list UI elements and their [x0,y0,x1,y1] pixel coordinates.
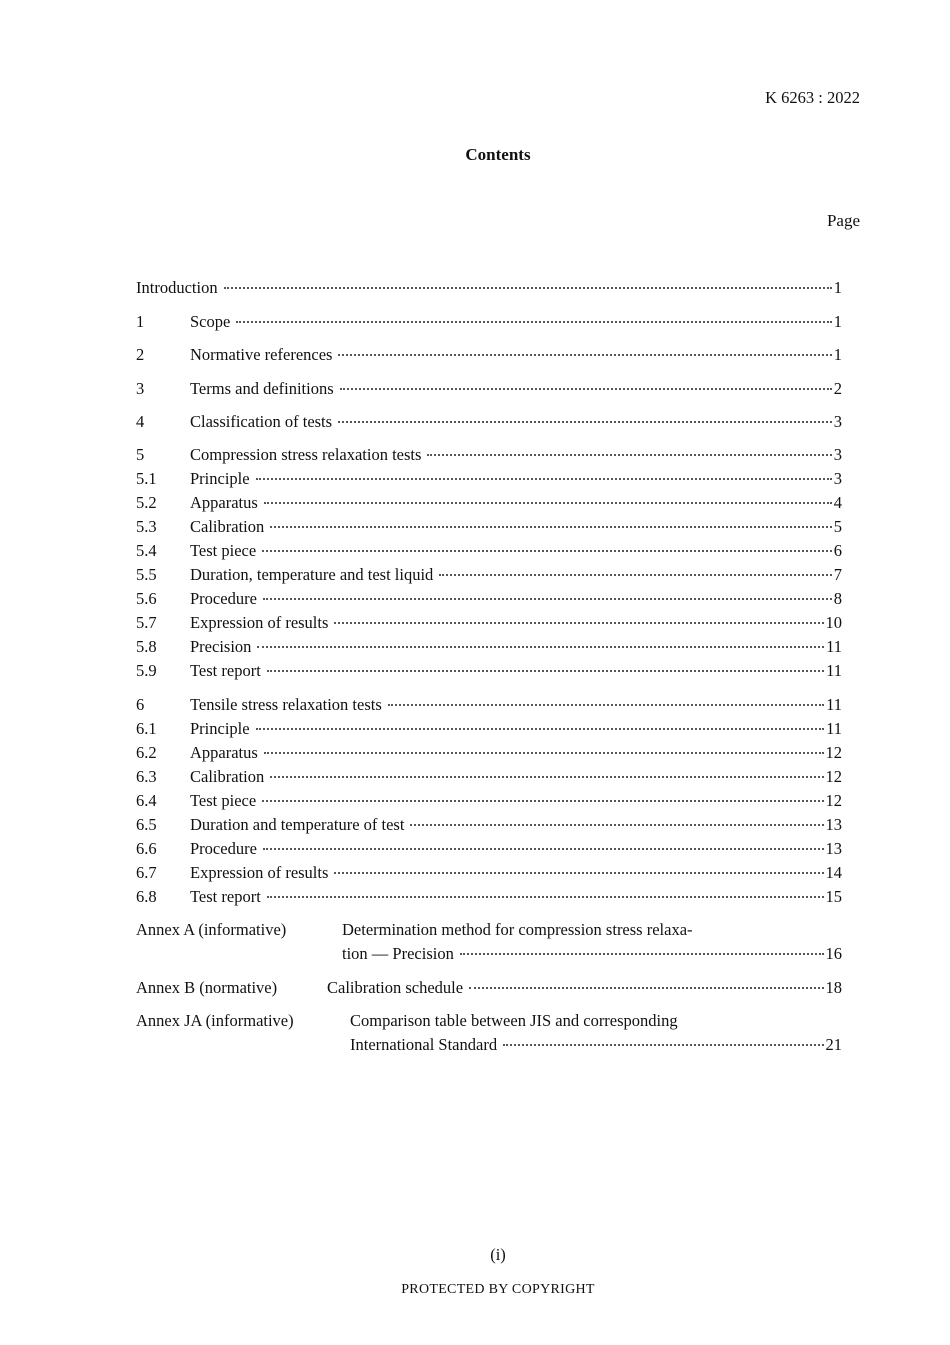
toc-entry[interactable] [136,766,842,788]
leader-dots [388,704,824,706]
toc-entry[interactable] [136,814,842,836]
toc-entry-title: Test report [190,887,261,906]
leader-dots [267,670,824,672]
toc-entry[interactable] [136,444,842,466]
leader-dots [338,354,831,356]
toc-entry-title: Compression stress relaxation tests [190,445,422,464]
toc-entry-title: Calibration [190,767,265,786]
copyright-notice: PROTECTED BY COPYRIGHT [401,1282,595,1297]
toc-entry-title: Apparatus [190,493,258,512]
leader-dots [460,953,824,955]
toc-entry-page: 14 [825,863,842,882]
leader-dots [270,526,832,528]
leader-dots [256,728,825,730]
toc-entry[interactable] [136,411,842,433]
toc-entry-page: 3 [833,412,842,431]
toc-entry-title: Duration and temperature of test [190,815,405,834]
toc-entry-number: 5.2 [136,493,157,512]
toc-entry-page: 5 [833,517,842,536]
toc-entry-number: 5.1 [136,469,157,488]
toc-entry[interactable] [136,862,842,884]
toc-entry[interactable] [136,564,842,586]
toc-entry-title: Expression of results [190,863,329,882]
toc-entry-number: 6.1 [136,719,157,738]
toc-entry-page: 7 [833,565,842,584]
document-number: K 6263 : 2022 [765,88,860,107]
toc-entry-title: Apparatus [190,743,258,762]
leader-dots [263,848,824,850]
toc-entry-page: 3 [833,469,842,488]
toc-entry[interactable] [136,588,842,610]
toc-entry-number: 5.4 [136,541,157,560]
toc-entry[interactable] [136,516,842,538]
leader-dots [410,824,823,826]
toc-entry-title: tion — Precision [342,944,454,963]
toc-entry-number: 6.5 [136,815,157,834]
leader-dots [256,478,832,480]
leader-dots [236,321,831,323]
toc-entry-page: 13 [825,815,842,834]
toc-entry-number: 5.3 [136,517,157,536]
toc-entry-title: Test piece [190,541,257,560]
toc-entry[interactable] [136,742,842,764]
toc-entry-title: Precision [190,637,252,656]
annex-ja-title-line1[interactable]: Comparison table between JIS and corresponding [350,1011,678,1030]
toc-entry-page: 18 [825,978,842,997]
toc-entry-page: 13 [825,839,842,858]
toc-entry-page: 1 [833,278,842,297]
toc-entry-number: 4 [136,412,145,431]
leader-dots [262,800,823,802]
toc-entry-title: Classification of tests [190,412,333,431]
toc-entry-page: 11 [826,661,842,680]
toc-entry[interactable] [136,612,842,634]
toc-entry-page: 1 [833,312,842,331]
toc-entry-number: 6.6 [136,839,157,858]
leader-dots [334,872,823,874]
annex-a-title-line1[interactable]: Determination method for compression stress relaxa- [342,920,693,939]
page-title: Contents [465,145,531,164]
toc-entry-title: Principle [190,719,250,738]
toc-entry-number: 6.7 [136,863,157,882]
toc-entry-number: 5.7 [136,613,157,632]
toc-entry-title: Test piece [190,791,257,810]
toc-entry-page: 2 [833,379,842,398]
toc-entry-title: Tensile stress relaxation tests [190,695,382,714]
toc-entry-number: 5 [136,445,145,464]
toc-entry-number: 5.8 [136,637,157,656]
toc-entry-page: 21 [825,1035,842,1054]
toc-entry-page: 12 [825,767,842,786]
footer-page-number: (i) [490,1245,506,1264]
toc-entry[interactable] [136,311,842,333]
leader-dots [264,752,824,754]
toc-entry-page: 8 [833,589,842,608]
toc-entry-number: 1 [136,312,145,331]
toc-entry-introduction[interactable] [136,277,842,299]
toc-entry-title: Calibration schedule [327,978,464,997]
leader-dots [224,287,832,289]
toc-entry-number: 5.5 [136,565,157,584]
toc-entry-number: 6.2 [136,743,157,762]
toc-entry-title: Calibration [190,517,265,536]
leader-dots [334,622,823,624]
toc-entry-title: Duration, temperature and test liquid [190,565,434,584]
leader-dots [340,388,832,390]
toc-entry-title: Expression of results [190,613,329,632]
leader-dots [338,421,832,423]
toc-entry-page: 10 [825,613,842,632]
toc-entry-title: International Standard [350,1035,498,1054]
toc-entry-title: Procedure [190,589,257,608]
toc-entry-title: Principle [190,469,250,488]
annex-b-label: Annex B (normative) [136,978,278,997]
toc-entry-page: 12 [825,791,842,810]
toc-entry[interactable] [136,636,842,658]
leader-dots [264,502,832,504]
toc-entry-title: Procedure [190,839,257,858]
annex-b-entry[interactable] [136,977,842,999]
toc-entry-page: 1 [833,345,842,364]
annex-ja-entry[interactable] [350,1034,842,1056]
toc-entry-page: 15 [825,887,842,906]
annex-a-entry[interactable] [342,943,842,965]
toc-entry-number: 6.3 [136,767,157,786]
toc-entry[interactable] [136,660,842,682]
toc-entry[interactable] [136,492,842,514]
toc-entry[interactable] [136,718,842,740]
toc-entry-number: 5.6 [136,589,157,608]
leader-dots [439,574,831,576]
leader-dots [427,454,831,456]
toc-entry-number: 2 [136,345,145,364]
toc-entry[interactable] [136,838,842,860]
toc-entry-page: 11 [826,637,842,656]
toc-entry-page: 11 [826,695,842,714]
leader-dots [503,1044,823,1046]
toc-entry-page: 12 [825,743,842,762]
toc-entry[interactable] [136,886,842,908]
toc-entry-number: 3 [136,379,145,398]
toc-entry-number: 6.8 [136,887,157,906]
toc-entry-title: Test report [190,661,261,680]
leader-dots [262,550,832,552]
toc-entry[interactable] [136,694,842,716]
toc-entry[interactable] [136,468,842,490]
toc-entry-page: 16 [825,944,842,963]
toc-entry[interactable] [136,344,842,366]
toc-entry-page: 6 [833,541,842,560]
leader-dots [267,896,824,898]
toc-entry-title: Scope [190,312,231,331]
toc-entry-page: 11 [826,719,842,738]
toc-entry[interactable] [136,790,842,812]
toc-entry-title: Introduction [136,278,218,297]
toc-entry-number: 5.9 [136,661,157,680]
toc-entry-number: 6.4 [136,791,157,810]
annex-a-label[interactable]: Annex A (informative) [136,920,287,939]
toc-entry-number: 6 [136,695,145,714]
toc-entry[interactable] [136,378,842,400]
toc-entry-page: 3 [833,445,842,464]
leader-dots [257,646,824,648]
leader-dots [469,987,823,989]
leader-dots [263,598,832,600]
leader-dots [270,776,823,778]
toc-entry[interactable] [136,540,842,562]
annex-ja-label[interactable]: Annex JA (informative) [136,1011,294,1030]
toc-entry-page: 4 [833,493,842,512]
toc-entry-title: Normative references [190,345,333,364]
page-column-label: Page [826,211,860,230]
toc-entry-title: Terms and definitions [190,379,334,398]
